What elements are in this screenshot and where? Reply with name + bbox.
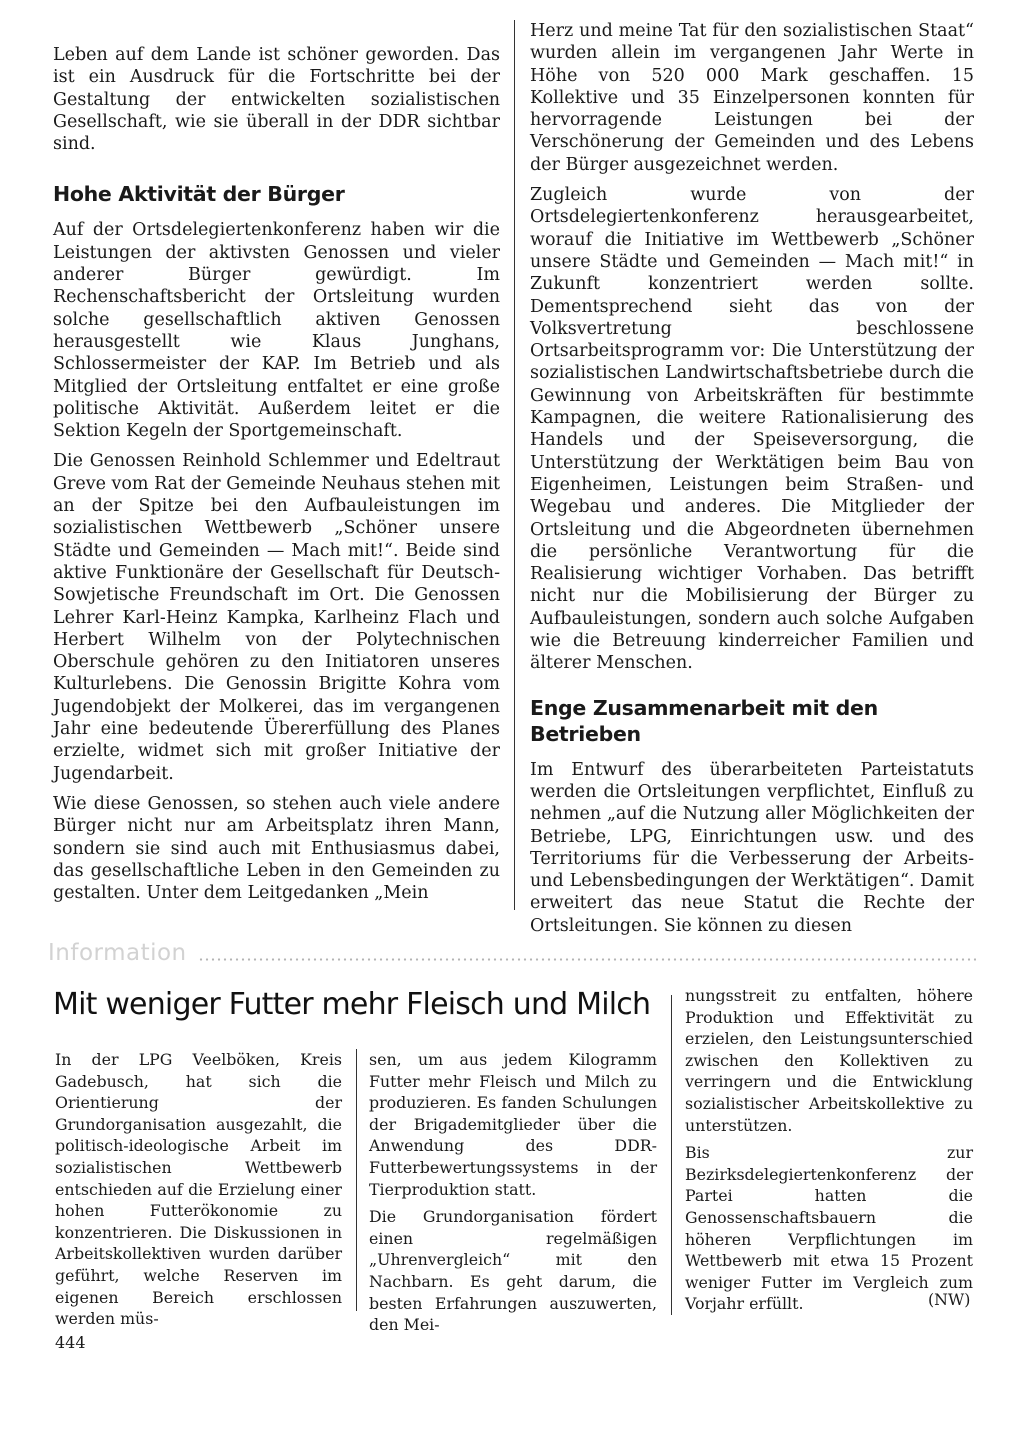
information-label: Information (48, 940, 187, 966)
article-column-left (53, 44, 500, 912)
paragraph: Die Genossen Reinhold Schlemmer und Edeltraut Greve vom Rat der Gemeinde Neuhaus stehen mit an der Spitze bei den Aufbauleistungen im sozialistischen Wettbewerb „Schöner unsere Städte und Gemeinden — Mach mit!“. Beide sind aktive Funktionäre der Gesellschaft für Deutsch-Sowjetische Freundschaft im Ort. Die Genossen Lehrer Karl-Heinz Kampka, Karlheinz Flach und Herbert Wilhelm von der Polytechnischen Oberschule gehören zu den Initiatoren unseres Kulturlebens. Die Genossin Brigitte Kohra vom Jugendobjekt der Molkerei, das im vergangenen Jahr eine bedeutende Übererfüllung des Planes erzielte, widmet sich mit großer Initiative der Jugendarbeit. (53, 451, 500, 784)
news-column-2 (369, 1049, 657, 1342)
section-heading-aktivitaet: Hohe Aktivität der Bürger (53, 182, 345, 207)
author-signature: (NW) (928, 1290, 971, 1309)
information-banner (48, 940, 976, 972)
paragraph: nungsstreit zu entfalten, höhere Produktion und Effektivität zu erzielen, den Leistungsunterschied zwischen den Kollektiven zu verringern und die Entwicklung sozialistischer Arbeitskollektive zu unterstützen. (685, 986, 973, 1135)
paragraph: Im Entwurf des überarbeiteten Parteistatuts werden die Ortsleitungen verpflichtet, Einfluß zu nehmen „auf die Nutzung aller Möglichkeiten der Betriebe, LPG, Einrichtungen usw. und des Territoriums für die Verbesserung der Arbeits- und Lebensbedingungen der Werktätigen“. Damit erweitert das neue Statut die Rechte der Ortsleitungen. Sie können zu diesen (530, 759, 974, 936)
news-column-1 (55, 1049, 342, 1336)
news-headline: Mit weniger Futter mehr Fleisch und Milch (53, 987, 651, 1022)
article-column-right (530, 20, 974, 945)
paragraph: Auf der Ortsdelegiertenkonferenz haben wir die Leistungen der aktivsten Genossen und vieler anderer Bürger gewürdigt. Im Rechenschaftsbericht der Ortsleitung wurden solche gesellschaftlich aktiven Genossen herausgestellt wie Klaus Junghans, Schlossermeister der KAP. Im Betrieb und als Mitglied der Ortsleitung entfaltet er eine große politische Aktivität. Außerdem leitet er die Sektion Kegeln der Sportgemeinschaft. (53, 220, 500, 442)
paragraph: In der LPG Veelböken, Kreis Gadebusch, hat sich die Orientierung der Grundorganisation ausgezahlt, die politisch-ideologische Arbeit im sozialistischen Wettbewerb entschieden auf die Erzielung einer hohen Futterökonomie zu konzentrieren. Die Diskussionen in Arbeitskollektiven wurden darüber geführt, welche Reserven im eigenen Bereich erschlossen werden müs- (55, 1050, 342, 1329)
column-divider (671, 995, 672, 1315)
paragraph: Die Grundorganisation fördert einen regelmäßigen „Uhrenvergleich“ mit den Nachbarn. Es geht darum, die besten Erfahrungen auszuwerten, den Mei- (369, 1207, 657, 1335)
column-divider (356, 1049, 357, 1311)
paragraph: Bis zur Bezirksdelegiertenkonferenz der Partei hatten die Genossenschaftsbauern die höheren Verpflichtungen im Wettbewerb mit etwa 15 Prozent weniger Futter im Vergleich zum Vorjahr erfüllt. (685, 1143, 973, 1314)
section-heading-zusammenarbeit: Enge Zusammenarbeit mit den Betrieben (530, 695, 878, 746)
paragraph: Leben auf dem Lande ist schöner geworden. Das ist ein Ausdruck für die Fortschritte bei der Gestaltung der entwickelten sozialistischen Gesellschaft, wie sie überall in der DDR sichtbar sind. (53, 45, 500, 155)
paragraph: sen, um aus jedem Kilogramm Futter mehr Fleisch und Milch zu produzieren. Es fanden Schulungen der Brigademitglieder über die Anwendung des DDR-Futterbewertungssystems in der Tierproduktion statt. (369, 1050, 657, 1199)
dotted-rule (198, 958, 976, 961)
news-column-3 (685, 985, 973, 1321)
paragraph: Wie diese Genossen, so stehen auch viele andere Bürger nicht nur am Arbeitsplatz ihren Mann, sondern sie sind auch mit Enthusiasmus dabei, das gesellschaftliche Leben in den Gemeinden zu gestalten. Unter dem Leitgedanken „Mein (53, 793, 500, 904)
column-divider (514, 20, 515, 910)
page-number: 444 (55, 1333, 86, 1352)
paragraph: Herz und meine Tat für den sozialistischen Staat“ wurden allein im vergangenen Jahr Werte in Höhe von 520 000 Mark geschaffen. 15 Kollektive und 35 Einzelpersonen konnten für hervorragende Leistungen bei der Verschönerung der Gemeinden und des Lebens der Bürger ausgezeichnet werden. (530, 21, 974, 175)
paragraph: Zugleich wurde von der Ortsdelegiertenkonferenz herausgearbeitet, worauf die Initiative im Wettbewerb „Schöner unsere Städte und Gemeinden — Mach mit!“ in Zukunft konzentriert werden sollte. Dementsprechend sieht das von der Volksvertretung beschlossene Ortsarbeitsprogramm vor: Die Unterstützung der sozialistischen Landwirtschaftsbetriebe durch die Gewinnung von Arbeitskräften für bestimmte Kampagnen, die weitere Rationalisierung des Handels und der Speiseversorgung, die Unterstützung der Werktätigen beim Bau von Eigenheimen, Leistungen beim Straßen- und Wegebau und anderes. Die Mitglieder der Ortsleitung und die Abgeordneten übernehmen die persönliche Verantwortung für die Realisierung wichtiger Vorhaben. Das betrifft nicht nur die Mobilisierung der Bürger zu Aufbauleistungen, sondern auch solche Aufgaben wie die Betreuung kinderreicher Familien und älterer Menschen. (530, 185, 974, 674)
